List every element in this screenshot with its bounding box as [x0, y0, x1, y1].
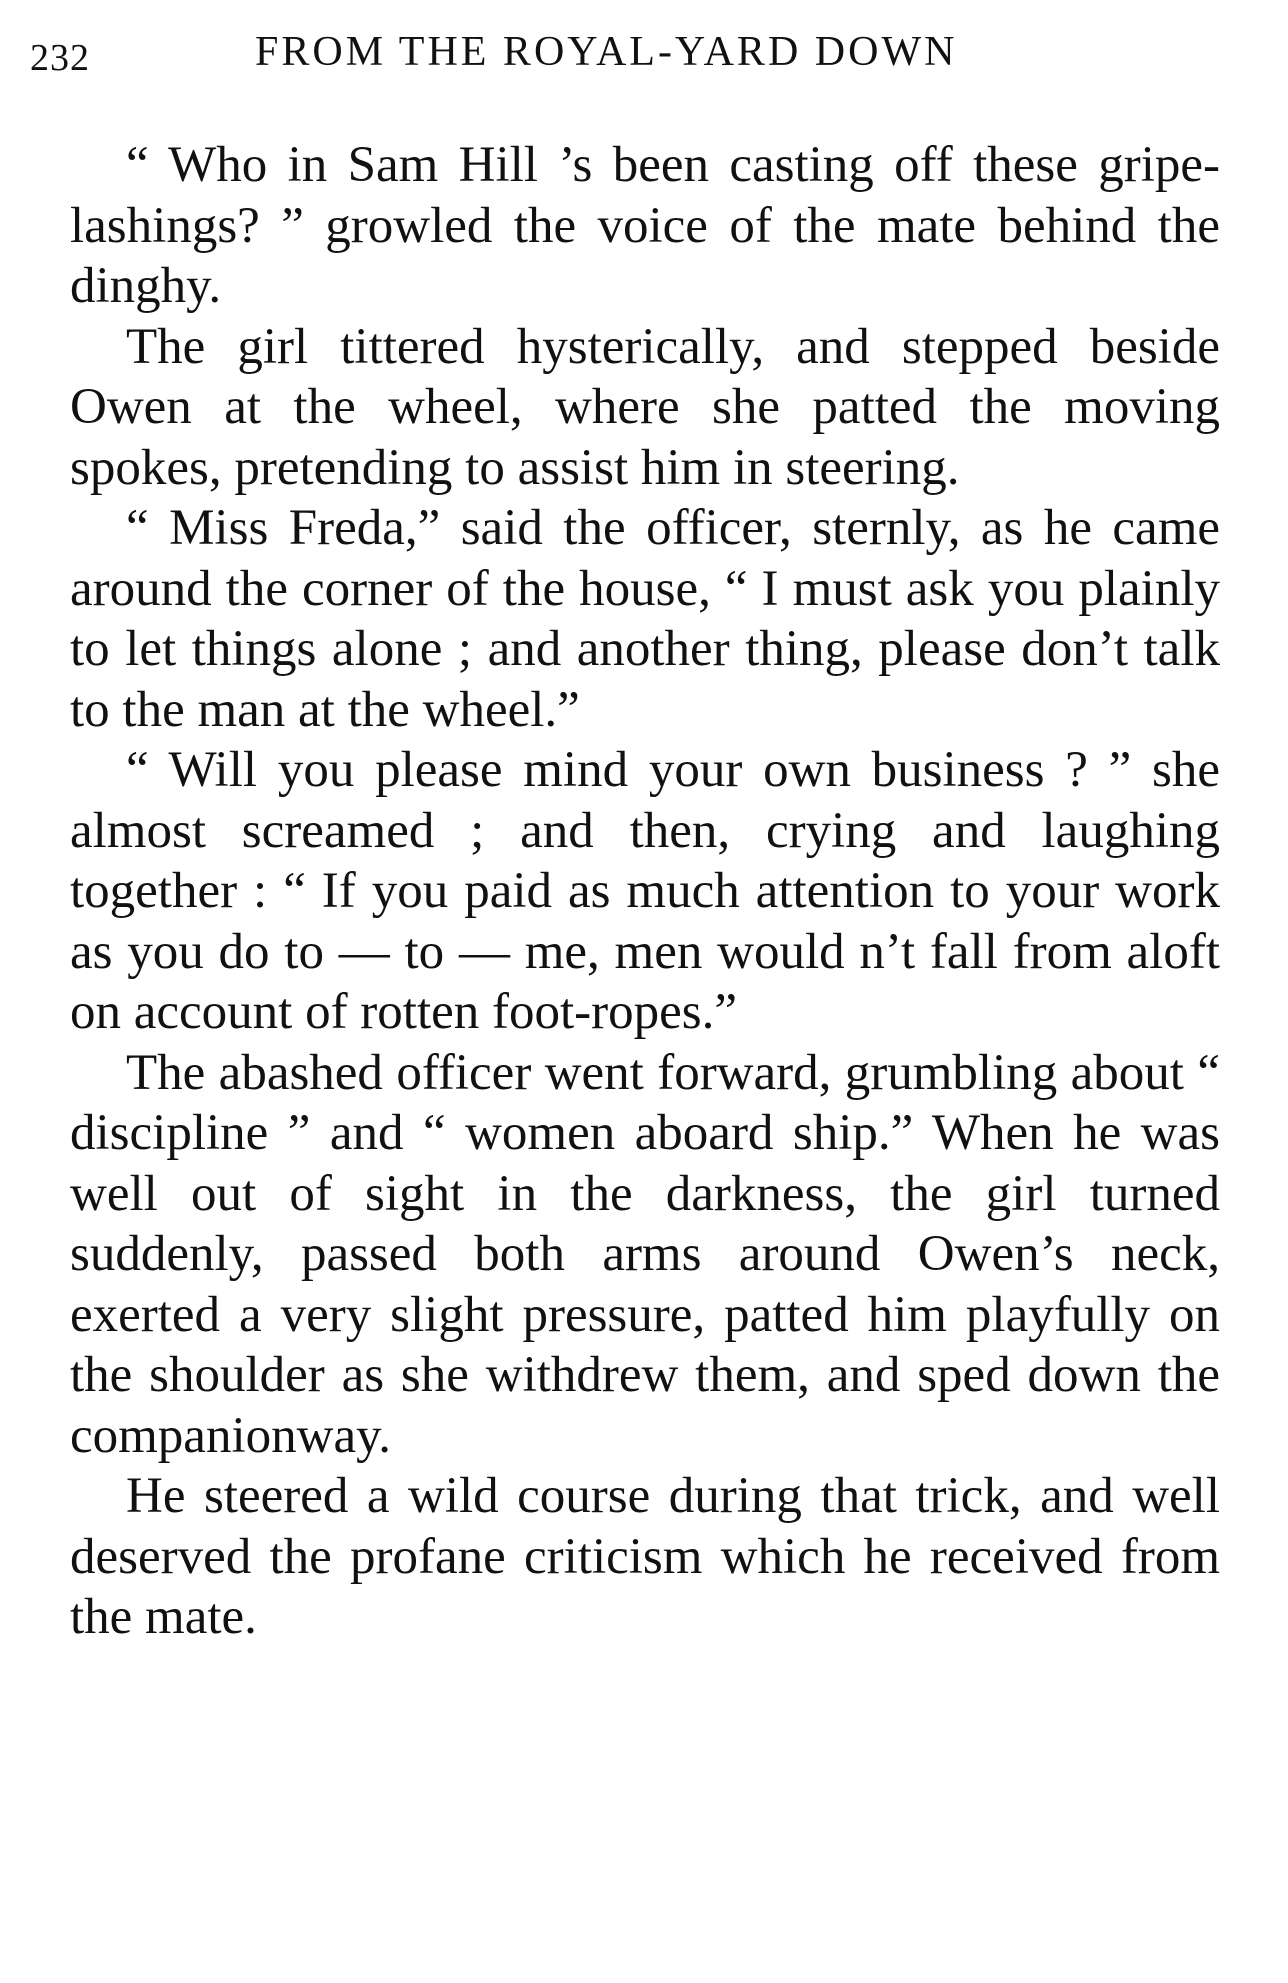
body-text [70, 135, 1220, 1648]
paragraph-wild-course: He steered a wild course during that trick, and well deserved the profane criticism which he received from the mate. [70, 1468, 1220, 1645]
running-head [30, 28, 1220, 88]
paragraph-girl-at-wheel: The girl tittered hysterically, and stepped beside Owen at the wheel, where she patted the moving spokes, pretending to assist him in steering. [70, 318, 1220, 496]
page-number: 232 [30, 37, 90, 79]
paragraph-freda-reply: “ Will you please mind your own business ? ” she almost screamed ; and then, crying and laughing together : “ If you paid as much attention to your work as you do to — to — me, men would n’t fall from aloft on account of rotten foot-ropes.” [70, 742, 1220, 1040]
paragraph-officer-leaves: The abashed officer went forward, grumbling about “ discipline ” and “ women aboard ship.” When he was well out of sight in the darkness, the girl turned suddenly, passed both arms around Owen’s neck, exerted a very slight pressure, patted him playfully on the shoulder as she withdrew them, and sped down the companionway. [70, 1044, 1220, 1464]
paragraph-mate-dialogue: “ Who in Sam Hill ’s been casting off these gripe-lashings? ” growled the voice of the mate behind the dinghy. [70, 137, 1220, 314]
paragraph-officer-warning: “ Miss Freda,” said the officer, sternly, as he came around the corner of the house, “ I must ask you plainly to let things alone ; and another thing, please don’t talk to the man at the wheel.” [70, 500, 1220, 738]
running-title: FROM THE ROYAL-YARD DOWN [255, 29, 958, 75]
